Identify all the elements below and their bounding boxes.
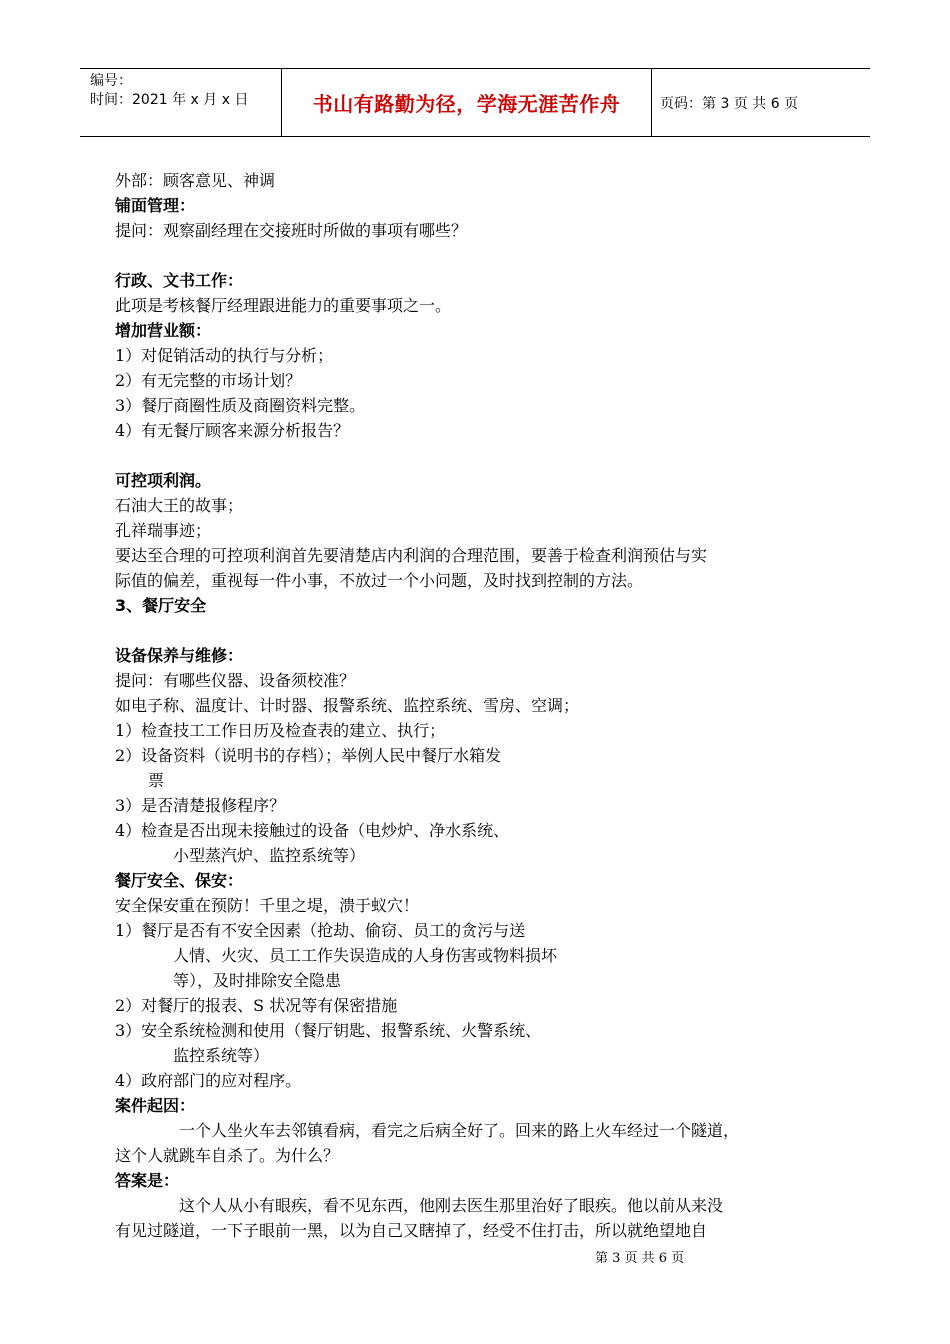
list-item: 1）对促销活动的执行与分析； bbox=[115, 346, 334, 365]
section-heading: 设备保养与维修： bbox=[115, 646, 244, 665]
section-heading: 行政、文书工作： bbox=[115, 271, 244, 290]
section-heading: 案件起因： bbox=[115, 1096, 196, 1115]
document-body bbox=[115, 168, 855, 1243]
list-item-continuation: 票 bbox=[148, 771, 165, 790]
header-motto: 书山有路勤为径，学海无涯苦作舟 bbox=[312, 92, 621, 116]
body-line: 这个人从小有眼疾，看不见东西，他刚去医生那里治好了眼疾。他以前从来没 bbox=[179, 1196, 724, 1215]
list-item: 4）检查是否出现未接触过的设备（电炒炉、净水系统、 bbox=[115, 821, 510, 840]
page-footer: 第 3 页 共 6 页 bbox=[595, 1251, 685, 1266]
header-page-cell bbox=[652, 69, 870, 136]
blank-line bbox=[115, 618, 855, 643]
body-line: 要达至合理的可控项利润首先要清楚店内利润的合理范围，要善于检查利润预估与实 bbox=[115, 546, 708, 565]
header-motto-cell bbox=[282, 69, 652, 136]
page-header bbox=[80, 68, 870, 137]
body-line: 一个人坐火车去邻镇看病，看完之后病全好了。回来的路上火车经过一个隧道， bbox=[179, 1121, 740, 1140]
body-line: 安全保安重在预防！千里之堤，溃于蚁穴！ bbox=[115, 896, 420, 915]
section-heading: 餐厅安全、保安： bbox=[115, 871, 244, 890]
list-item-continuation: 人情、火灾、员工工作失误造成的人身伤害或物料损坏 bbox=[173, 946, 558, 965]
body-line: 石油大王的故事； bbox=[115, 496, 244, 515]
list-item: 2）有无完整的市场计划？ bbox=[115, 371, 302, 390]
section-heading: 答案是： bbox=[115, 1171, 180, 1190]
section-heading: 铺面管理： bbox=[115, 196, 196, 215]
list-item-continuation: 监控系统等） bbox=[173, 1046, 270, 1065]
list-item: 3）安全系统检测和使用（餐厅钥匙、报警系统、火警系统、 bbox=[115, 1021, 542, 1040]
list-item: 1）检查技工工作日历及检查表的建立、执行； bbox=[115, 721, 446, 740]
body-line: 有见过隧道，一下子眼前一黑，以为自己又瞎掉了，经受不住打击，所以就绝望地自 bbox=[115, 1221, 708, 1240]
list-item-continuation: 等），及时排除安全隐患 bbox=[173, 971, 342, 990]
list-item: 4）政府部门的应对程序。 bbox=[115, 1071, 302, 1090]
body-line: 外部：顾客意见、神调 bbox=[115, 171, 276, 190]
section-heading: 3、餐厅安全 bbox=[115, 596, 207, 615]
body-line: 提问：有哪些仪器、设备须校准？ bbox=[115, 671, 356, 690]
list-item: 2）对餐厅的报表、S 状况等有保密措施 bbox=[115, 996, 398, 1015]
list-item: 4）有无餐厅顾客来源分析报告？ bbox=[115, 421, 350, 440]
list-item: 3）是否清楚报修程序？ bbox=[115, 796, 286, 815]
blank-line bbox=[115, 243, 855, 268]
header-page-info: 页码：第 3 页 共 6 页 bbox=[660, 95, 799, 112]
body-line: 际值的偏差，重视每一件小事，不放过一个小问题，及时找到控制的方法。 bbox=[115, 571, 644, 590]
body-line: 此项是考核餐厅经理跟进能力的重要事项之一。 bbox=[115, 296, 452, 315]
list-item: 1）餐厅是否有不安全因素（抢劫、偷窃、员工的贪污与送 bbox=[115, 921, 526, 940]
body-line: 如电子称、温度计、计时器、报警系统、监控系统、雪房、空调； bbox=[115, 696, 580, 715]
section-heading: 增加营业额： bbox=[115, 321, 212, 340]
body-line: 提问：观察副经理在交接班时所做的事项有哪些？ bbox=[115, 221, 468, 240]
list-item: 2）设备资料（说明书的存档）；举例人民中餐厅水箱发 bbox=[115, 746, 502, 765]
header-meta-cell bbox=[80, 69, 282, 136]
document-date: 时间：2021 年 x 月 x 日 bbox=[90, 92, 249, 108]
body-line: 这个人就跳车自杀了。为什么？ bbox=[115, 1146, 340, 1165]
blank-line bbox=[115, 443, 855, 468]
body-line: 孔祥瑞事迹； bbox=[115, 521, 212, 540]
document-number: 编号： bbox=[90, 73, 132, 89]
section-heading: 可控项利润。 bbox=[115, 471, 212, 490]
list-item-continuation: 小型蒸汽炉、监控系统等） bbox=[173, 846, 366, 865]
list-item: 3）餐厅商圈性质及商圈资料完整。 bbox=[115, 396, 366, 415]
